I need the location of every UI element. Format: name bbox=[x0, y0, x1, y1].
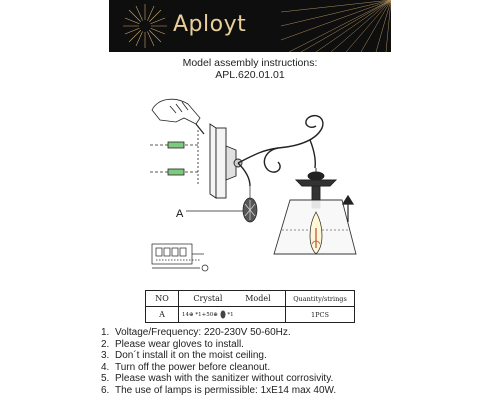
instructions-title: Model assembly instructions: bbox=[182, 57, 318, 69]
table-row bbox=[146, 307, 355, 323]
wall-mount-plate bbox=[210, 124, 242, 198]
specifications-list bbox=[101, 327, 336, 397]
list-item: 5. Please wash with the sanitizer without corrosivity. bbox=[101, 373, 334, 385]
header-quantity: Quantity/strings bbox=[286, 291, 355, 307]
list-item: 1. Voltage/Frequency: 220-230V 50-60Hz. bbox=[101, 327, 291, 338]
crystal-right-text: *1 bbox=[227, 312, 234, 318]
sunburst-rays-decoration bbox=[281, 0, 391, 52]
crystal-pendant-icon bbox=[243, 186, 257, 222]
parts-table bbox=[145, 290, 355, 323]
crystal-mid-text: *1+50⊕ bbox=[195, 312, 218, 318]
crystal-left-text: 14⊕ bbox=[182, 312, 194, 318]
brand-name: Aployt bbox=[173, 12, 247, 37]
wiring-terminal-icon bbox=[152, 244, 208, 271]
row-no: A bbox=[146, 307, 179, 323]
list-item: 4. Turn off the power before cleanout. bbox=[101, 361, 271, 373]
row-quantity: 1PCS bbox=[286, 307, 355, 323]
header-crystal: Crystal bbox=[193, 294, 223, 303]
callout-label-a: A bbox=[176, 208, 184, 220]
list-item: 2. Please wear gloves to install. bbox=[101, 338, 244, 350]
header-crystal-model bbox=[179, 291, 286, 307]
sunburst-logo-icon bbox=[115, 0, 175, 52]
header-model: Model bbox=[245, 294, 271, 303]
assembly-drawing bbox=[0, 80, 500, 285]
screw-icon bbox=[150, 130, 200, 185]
header-no: NO bbox=[146, 291, 179, 307]
brand-banner bbox=[109, 0, 391, 52]
hand-screwdriver-icon bbox=[152, 99, 204, 134]
row-crystal-spec bbox=[179, 307, 286, 323]
list-item: 6. The use of lamps is permissible: 1xE14 max 40W. bbox=[101, 384, 337, 396]
table-header-row bbox=[146, 291, 355, 307]
model-number: APL.620.01.01 bbox=[215, 69, 285, 81]
crystal-drop-icon bbox=[220, 310, 226, 319]
list-item: 3. Don´t install it on the moist ceiling. bbox=[101, 350, 267, 362]
